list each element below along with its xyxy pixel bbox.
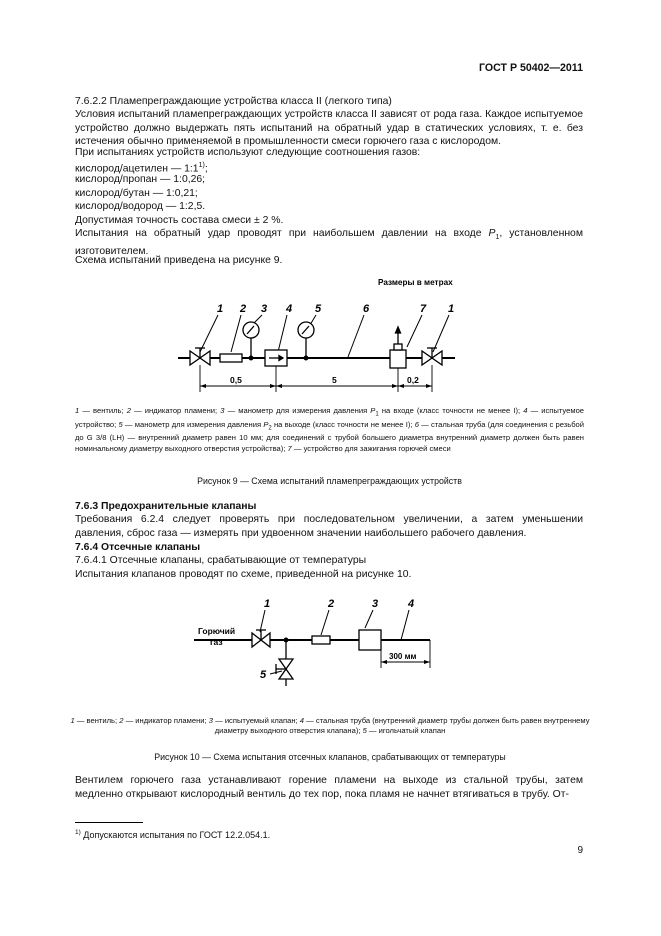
fig10-label-3: 3 (372, 598, 379, 610)
legend-text: — манометр для измерения давления (224, 406, 371, 415)
legend-text: — испытуемый клапан; (213, 716, 300, 725)
footnote-text: Допускаются испытания по ГОСТ 12.2.054.1. (80, 830, 271, 840)
accuracy-note: Допустимая точность состава смеси ± 2 %. (75, 215, 284, 226)
fig10-valve (252, 630, 270, 647)
footnote-separator (75, 822, 143, 823)
ratio-acetylene-end: ; (204, 163, 208, 175)
fig9-dim-05: 0,5 (230, 375, 242, 385)
fig10-label-4: 4 (408, 598, 415, 610)
fig10-label-2: 2 (328, 598, 335, 610)
ratio-butane: кислород/бутан — 1:0,21; (75, 188, 198, 199)
fig10-needle-valve (276, 638, 293, 686)
fig9-label-4: 4 (286, 303, 293, 315)
section-764-heading: 7.6.4 Отсечные клапаны (75, 542, 201, 553)
figure-9-caption: Рисунок 9 — Схема испытаний пламепреграждающих устройств (197, 476, 462, 486)
fig9-dim-5: 5 (332, 375, 337, 385)
legend-text: — игольчатый клапан (366, 726, 446, 736)
legend-num: 3 (208, 716, 213, 725)
ratio-acetylene-text: кислород/ацетилен — 1:1 (75, 163, 199, 175)
backfire-text-a: Испытания на обратный удар проводят при наибольшем давлении на входе (75, 228, 489, 239)
legend-num: 4 (523, 406, 528, 415)
fig9-label-3: 3 (261, 303, 268, 315)
fig9-label-6: 6 (363, 303, 370, 315)
legend-text: — устройство для зажигания горючей смеси (291, 443, 451, 453)
fig9-label-5: 5 (315, 303, 322, 315)
legend-num: 2 (126, 406, 131, 415)
fig10-label-5: 5 (260, 669, 267, 681)
legend-num: 4 (299, 716, 304, 725)
fig9-test-device (265, 350, 287, 366)
pressure-var: P (488, 228, 496, 239)
section-7622-paragraph: Условия испытаний пламепреграждающих устройств класса II зависят от рода газа. Каждое испытуемое устройство должно выдержать пять испытаний на обратный удар в статических условиях, т. е. без истечения обычно применяемой в промышленности смеси горючего газа с кислородом. (75, 109, 583, 147)
figure-10-diagram (190, 592, 450, 692)
document-id: ГОСТ Р 50402—2011 (479, 62, 583, 74)
footnote (75, 826, 270, 843)
page-number: 9 (577, 845, 583, 856)
legend-text: — индикатор пламени; (130, 406, 221, 415)
pressure-sub: 1 (495, 234, 500, 242)
section-763-heading: 7.6.3 Предохранительные клапаны (75, 501, 257, 512)
fig9-units-label: Размеры в метрах (378, 278, 453, 287)
footnote-ref[interactable]: 1) (198, 162, 205, 169)
fig9-valve-right (422, 348, 442, 365)
legend-text: — стальная труба (внутренний диаметр трубы должен быть равен внутреннему диаметру выходного отверстия клапана); (214, 716, 590, 736)
figure-10-legend (60, 716, 600, 736)
scheme-reference: Схема испытаний приведена на рисунке 9. (75, 255, 283, 266)
fig9-label-7: 7 (420, 303, 427, 315)
legend-text: на входе (класс точности не менее I); (378, 406, 524, 415)
fig10-dim-300: 300 мм (389, 652, 417, 661)
legend-text: — стальная труба (для соединения с резьбой до G 3/8 (LH) — внутренний диаметр равен 10 мм; для соединений с трубой большего диаметра внутренний диаметр должен быть равен номинальному диаметру выходного отверстия устройства); (75, 419, 585, 453)
legend-num: 5 (362, 726, 367, 736)
legend-text: на выходе (класс точности не менее I); (271, 419, 415, 429)
fig10-flame-indicator (312, 636, 330, 644)
ratio-propane: кислород/пропан — 1:0,26; (75, 174, 206, 185)
section-7641-paragraph: Испытания клапанов проводят по схеме, приведенной на рисунке 10. (75, 569, 412, 580)
fig10-test-valve (359, 630, 381, 650)
section-7641-title: 7.6.4.1 Отсечные клапаны, срабатывающие от температуры (75, 555, 367, 566)
legend-text: — вентиль; (79, 406, 127, 415)
legend-num: 1 (70, 716, 75, 725)
section-7622-title: 7.6.2.2 Пламепреграждающие устройства класса II (легкого типа) (75, 96, 392, 107)
figure-9-diagram (150, 272, 490, 394)
legend-num: 6 (414, 419, 419, 429)
legend-num: 7 (287, 443, 292, 453)
legend-num: 3 (220, 406, 225, 415)
section-763-paragraph: Требования 6.2.4 следует проверять при последовательном увеличении, а затем уменьшении давления, сброс газа — измерять при удвоенном значении наибольшего рабочего давления. (75, 514, 583, 539)
fig9-label-2: 2 (240, 303, 247, 315)
ratio-hydrogen: кислород/водород — 1:2,5. (75, 201, 206, 212)
figure-9-legend (75, 406, 584, 454)
fig9-valve-left (190, 348, 210, 365)
legend-sub: 1 (375, 411, 379, 418)
footnote-mark: 1) (75, 829, 81, 836)
legend-text: — испытуемое устройство; (75, 406, 585, 429)
fig9-label-1: 1 (217, 303, 224, 315)
ratios-intro: При испытаниях устройств используют следующие соотношения газов: (75, 147, 421, 158)
fig9-dim-02: 0,2 (407, 375, 419, 385)
legend-text: — манометр для измерения давления (122, 419, 264, 429)
fig9-ignition-device (390, 327, 406, 368)
closing-paragraph: Вентилем горючего газа устанавливают горение пламени на выходе из стальной трубы, затем медленно открывают кислородный вентиль до тех пор, пока пламя не начнет втягиваться в трубу. От- (75, 775, 583, 800)
legend-sub: 2 (268, 425, 272, 432)
backfire-text-b: , установленном изготовителем. (75, 228, 583, 257)
fig9-label-1b: 1 (448, 303, 455, 315)
legend-var: P (263, 419, 269, 429)
legend-var: P (370, 406, 376, 415)
legend-text: — индикатор пламени; (123, 716, 209, 725)
legend-num: 5 (118, 419, 123, 429)
legend-num: 1 (75, 406, 80, 415)
fig10-gas-label-2: газ (210, 637, 223, 647)
fig9-flame-indicator (220, 354, 242, 362)
legend-text: — вентиль; (74, 716, 120, 725)
figure-10-caption: Рисунок 10 — Схема испытания отсечных клапанов, срабатывающих от температуры (154, 752, 506, 762)
fig10-gas-label-1: Горючий (198, 626, 236, 636)
fig9-manometer-p1 (243, 322, 259, 360)
fig10-label-1: 1 (264, 598, 271, 610)
legend-num: 2 (119, 716, 124, 725)
fig9-manometer-p2 (298, 322, 314, 360)
